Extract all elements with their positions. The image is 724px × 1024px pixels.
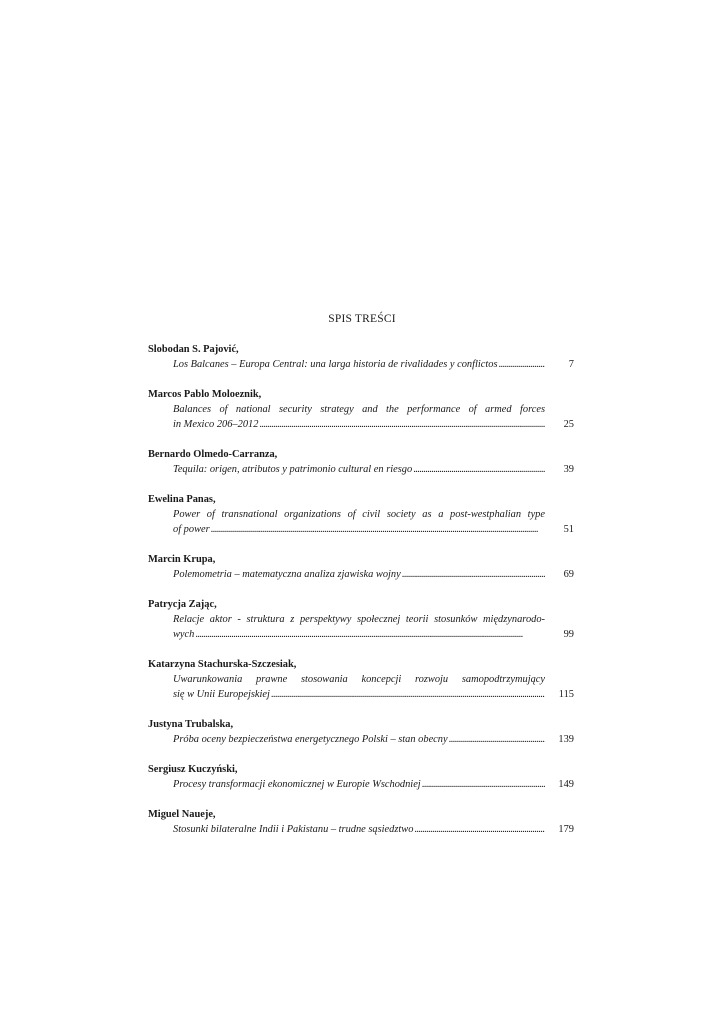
toc-author: Marcin Krupa, xyxy=(148,554,216,565)
toc-title-last-line xyxy=(173,687,545,702)
toc-page-number: 39 xyxy=(563,464,574,475)
toc-title-text: Próba oceny bezpieczeństwa energetycznego Polski – stan obecny xyxy=(173,734,448,745)
toc-page-number: 99 xyxy=(563,629,574,640)
toc-title-line: Uwarunkowania prawne stosowania koncepcji rozwoju samopodtrzymujący xyxy=(173,674,545,685)
toc-page-number: 51 xyxy=(563,524,574,535)
toc-entry[interactable] xyxy=(148,762,574,792)
toc-title-block xyxy=(173,567,574,582)
toc-title-text: Tequila: origen, atributos y patrimonio cultural en riesgo xyxy=(173,464,413,475)
table-of-contents xyxy=(148,342,574,852)
toc-title-block xyxy=(173,612,574,642)
toc-title-last-line xyxy=(173,627,545,642)
toc-page-number: 115 xyxy=(558,689,574,700)
toc-author: Sergiusz Kuczyński, xyxy=(148,764,238,775)
dot-leader xyxy=(195,627,545,642)
toc-title-text: Procesy transformacji ekonomicznej w Europie Wschodniej xyxy=(173,779,421,790)
toc-author: Justyna Trubalska, xyxy=(148,719,234,730)
toc-title-last-line xyxy=(173,357,545,372)
toc-title-text: of power xyxy=(173,524,210,535)
toc-author: Slobodan S. Pajović, xyxy=(148,344,239,355)
toc-title-text: in Mexico 206–2012 xyxy=(173,419,259,430)
toc-title-text: się w Unii Europejskiej xyxy=(173,689,270,700)
toc-title-last-line xyxy=(173,462,545,477)
dot-leader xyxy=(413,462,545,477)
toc-heading: SPIS TREŚCI xyxy=(328,313,396,325)
toc-title-block xyxy=(173,672,574,702)
toc-entry[interactable] xyxy=(148,807,574,837)
toc-title-line: Power of transnational organizations of civil society as a post-westphalian type xyxy=(173,509,545,520)
toc-author: Miguel Naueje, xyxy=(148,809,216,820)
toc-entry[interactable] xyxy=(148,552,574,582)
toc-title-line: Relacje aktor - struktura z perspektywy społecznej teorii stosunków międzynarodo- xyxy=(173,614,545,625)
toc-page-number: 69 xyxy=(563,569,574,580)
toc-title-last-line xyxy=(173,777,545,792)
toc-entry[interactable] xyxy=(148,657,574,702)
toc-title-last-line xyxy=(173,732,545,747)
toc-title-last-line xyxy=(173,567,545,582)
toc-page-number: 179 xyxy=(558,824,574,835)
toc-page-number: 149 xyxy=(558,779,574,790)
toc-page-number: 25 xyxy=(563,419,574,430)
toc-author: Ewelina Panas, xyxy=(148,494,216,505)
toc-author: Patrycja Zając, xyxy=(148,599,217,610)
toc-author: Marcos Pablo Moloeznik, xyxy=(148,389,262,400)
toc-title-text: wych xyxy=(173,629,195,640)
toc-title-text: Polemometria – matematyczna analiza zjawiska wojny xyxy=(173,569,401,580)
dot-leader xyxy=(422,777,545,792)
toc-title-last-line xyxy=(173,522,545,537)
dot-leader xyxy=(402,567,545,582)
toc-entry[interactable] xyxy=(148,447,574,477)
toc-author: Katarzyna Stachurska-Szczesiak, xyxy=(148,659,297,670)
toc-title-block xyxy=(173,462,574,477)
toc-title-block xyxy=(173,777,574,792)
toc-title-text: Stosunki bilateralne Indii i Pakistanu – trudne sąsiedztwo xyxy=(173,824,414,835)
dot-leader xyxy=(259,417,545,432)
toc-author: Bernardo Olmedo-Carranza, xyxy=(148,449,278,460)
dot-leader xyxy=(211,522,545,537)
toc-title-text: Los Balcanes – Europa Central: una larga historia de rivalidades y conflictos xyxy=(173,359,498,370)
toc-title-last-line xyxy=(173,822,545,837)
toc-entry[interactable] xyxy=(148,342,574,372)
toc-title-block xyxy=(173,402,574,432)
toc-page-number: 7 xyxy=(568,359,574,370)
dot-leader xyxy=(449,732,545,747)
toc-entry[interactable] xyxy=(148,597,574,642)
dot-leader xyxy=(414,822,545,837)
toc-title-last-line xyxy=(173,417,545,432)
toc-title-line: Balances of national security strategy and the performance of armed forces xyxy=(173,404,545,415)
toc-entry[interactable] xyxy=(148,387,574,432)
toc-entry[interactable] xyxy=(148,492,574,537)
toc-page-number: 139 xyxy=(558,734,574,745)
dot-leader xyxy=(499,357,546,372)
toc-title-block xyxy=(173,507,574,537)
toc-title-block xyxy=(173,822,574,837)
toc-title-block xyxy=(173,357,574,372)
toc-title-block xyxy=(173,732,574,747)
dot-leader xyxy=(271,687,545,702)
toc-entry[interactable] xyxy=(148,717,574,747)
